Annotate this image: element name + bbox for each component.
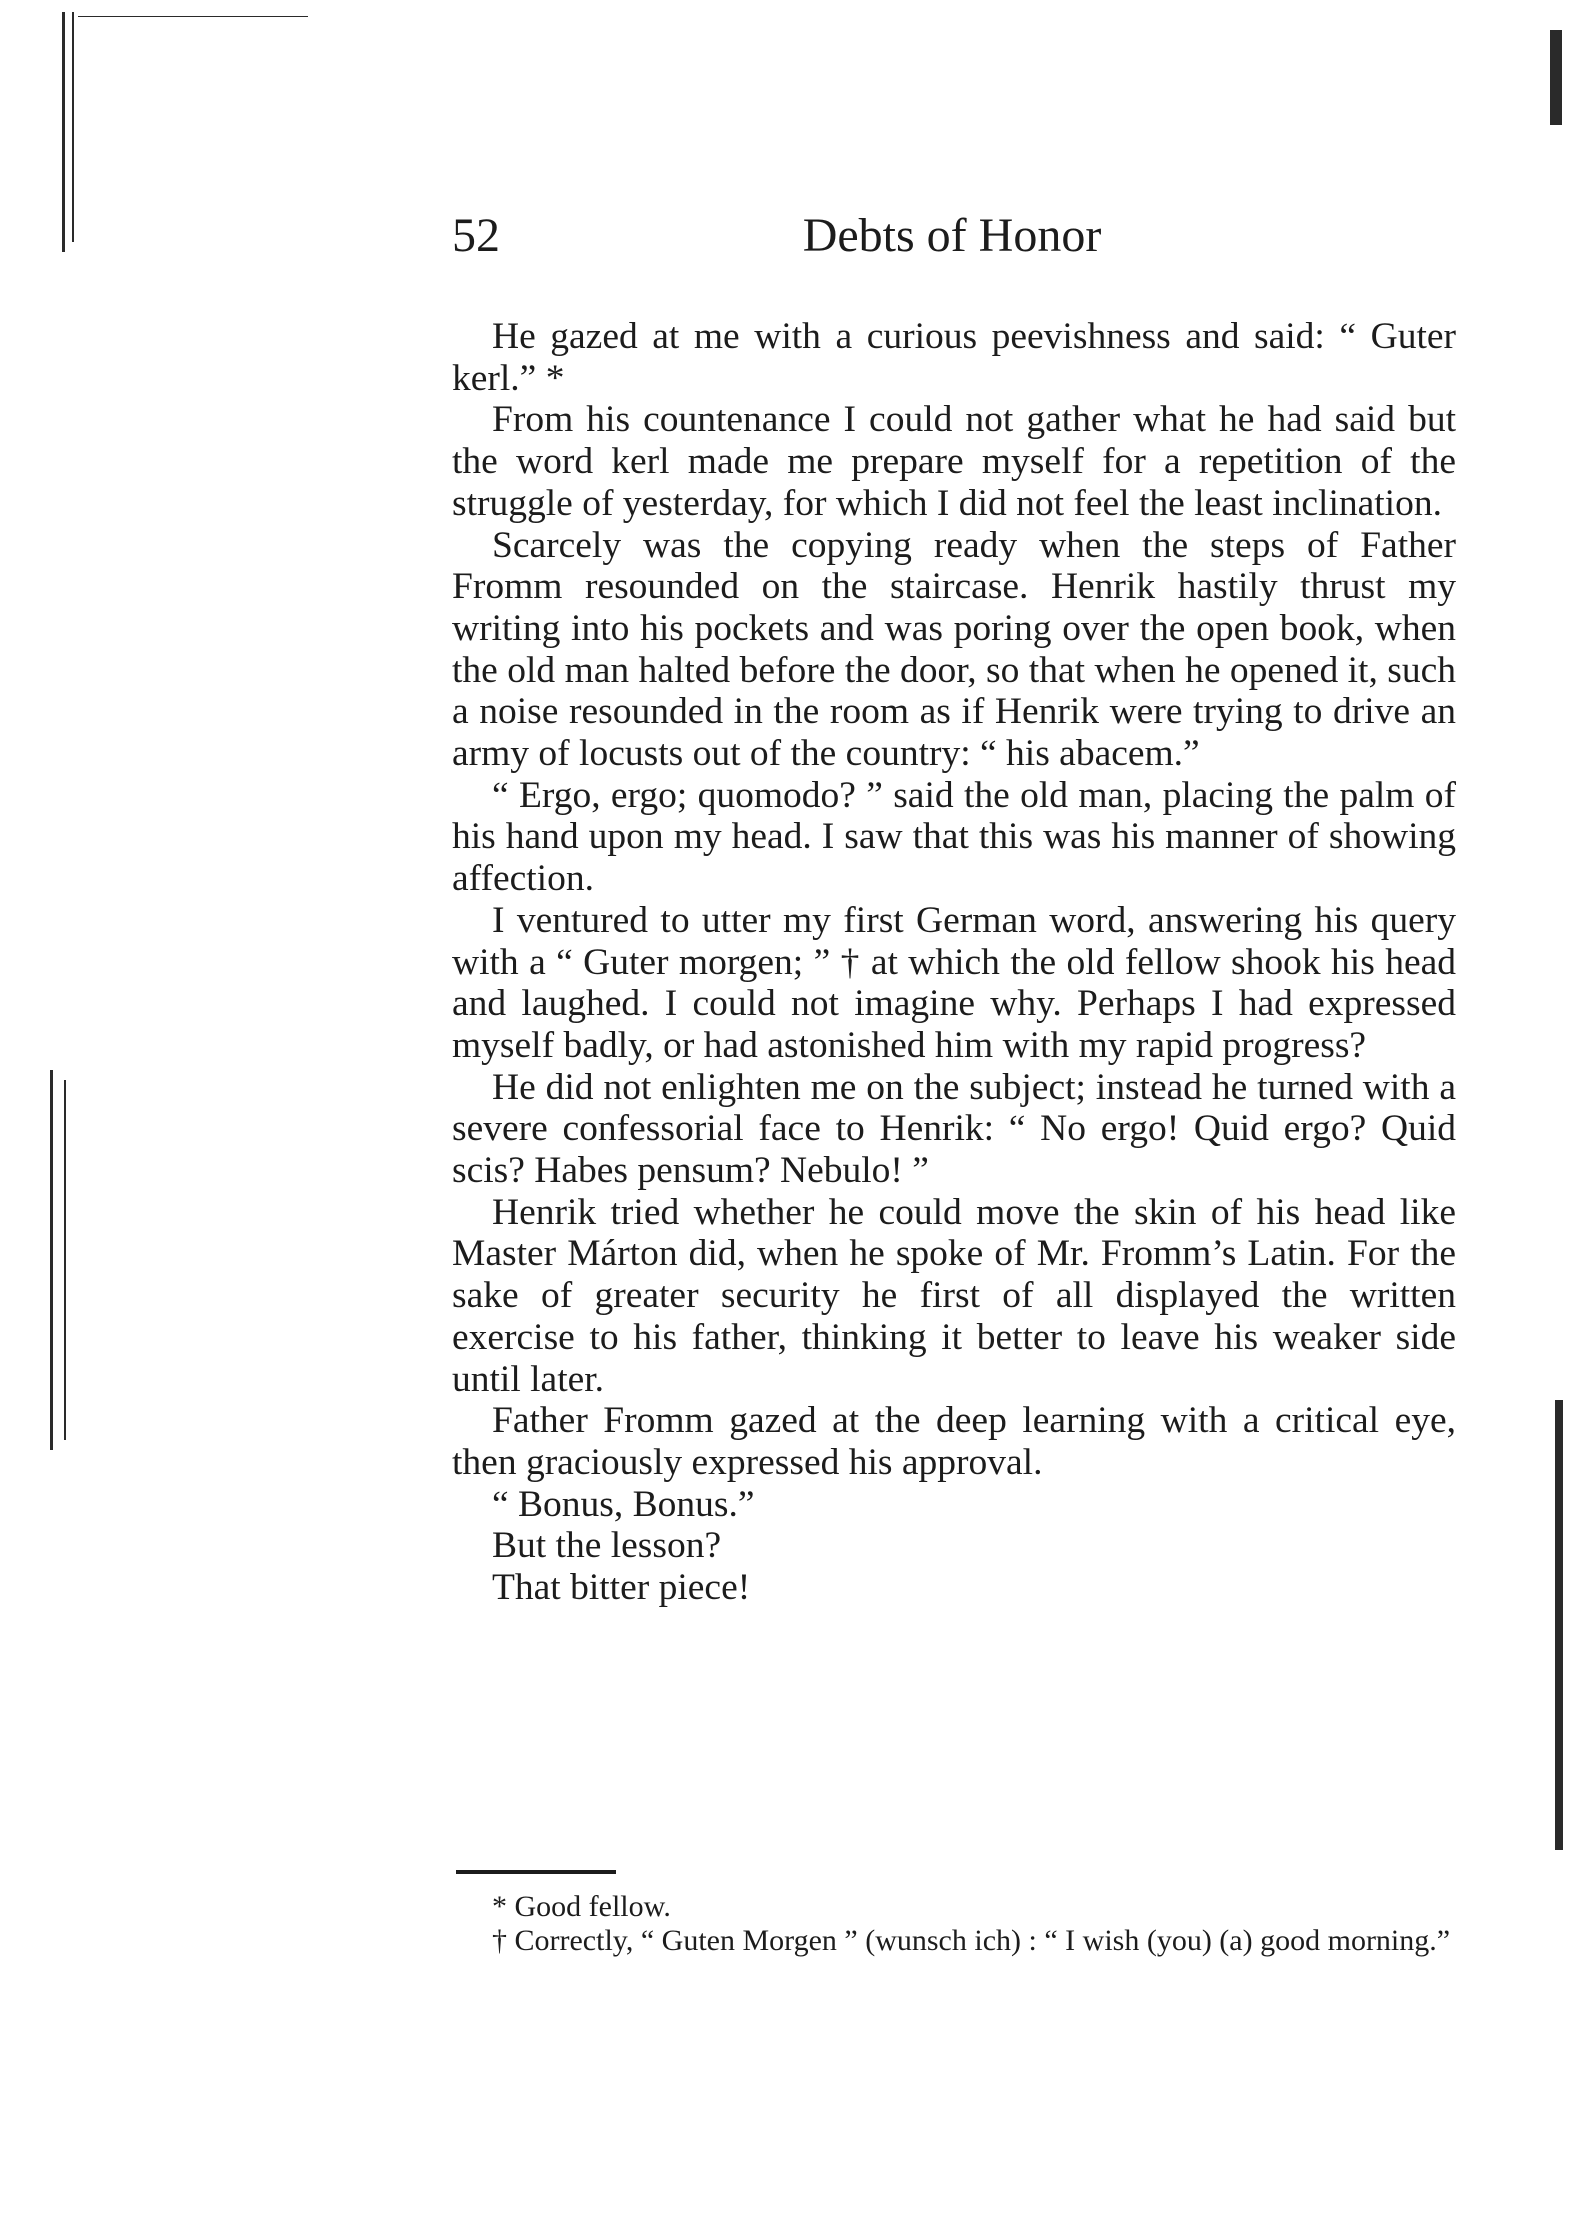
scan-artifact-left-mid [50, 1070, 53, 1450]
paragraph: “ Ergo, ergo; quomodo? ” said the old man, placing the palm of his hand upon my head. I saw that this was his manner of showing affection. [452, 774, 1456, 900]
scan-artifact-left-top-2 [72, 12, 74, 242]
scan-artifact-left-mid-2 [64, 1080, 66, 1440]
footnote: * Good fellow. [492, 1890, 671, 1923]
footnote: † Correctly, “ Guten Morgen ” (wunsch ich) : “ I wish (you) (a) good morning.” [492, 1924, 1451, 1957]
scan-artifact-left-top [62, 12, 65, 252]
paragraph: He gazed at me with a curious peevishness and said: “ Guter kerl.” * [452, 316, 1456, 399]
footnote-rule [456, 1870, 616, 1874]
paragraph: Henrik tried whether he could move the skin of his head like Master Márton did, when he spoke of Mr. Fromm’s Latin. For the sake of greater security he first of all displayed the written exercise to his father, thinking it better to leave his weaker side until later. [452, 1191, 1456, 1400]
body-text [452, 316, 1456, 1609]
paragraph: He did not enlighten me on the subject; instead he turned with a severe confessorial face to Henrik: “ No ergo! Quid ergo? Quid scis? Habes pensum? Nebulo! ” [452, 1066, 1456, 1192]
paragraph: Scarcely was the copying ready when the steps of Father Fromm resounded on the staircase. Henrik hastily thrust my writing into his pockets and was poring over the open book, when the old man halted before the door, so that when he opened it, such a noise resounded in the room as if Henrik were trying to drive an army of locusts out of the country: “ his abacem.” [452, 524, 1456, 775]
page-header [452, 208, 1452, 278]
paragraph: Father Fromm gazed at the deep learning with a critical eye, then graciously expressed his approval. [452, 1400, 1456, 1483]
paragraph: But the lesson? [492, 1525, 722, 1567]
footnotes [456, 1890, 1466, 1958]
paragraph: “ Bonus, Bonus.” [492, 1483, 755, 1525]
running-title: Debts of Honor [802, 209, 1102, 262]
paragraph: From his countenance I could not gather what he had said but the word kerl made me prepare myself for a repetition of the struggle of yesterday, for which I did not feel the least inclination. [452, 399, 1456, 524]
scan-artifact-right-mid [1555, 1400, 1563, 1850]
paragraph: I ventured to utter my first German word, answering his query with a “ Guter morgen; ” † at which the old fellow shook his head and laughed. I could not imagine why. Perhaps I had expressed myself badly, or had astonished him with my rapid progress? [452, 899, 1456, 1066]
scan-artifact-right-top [1550, 30, 1562, 125]
page-number: 52 [452, 209, 500, 262]
paragraph: That bitter piece! [492, 1567, 751, 1609]
scan-artifact-top-rule [78, 16, 308, 17]
